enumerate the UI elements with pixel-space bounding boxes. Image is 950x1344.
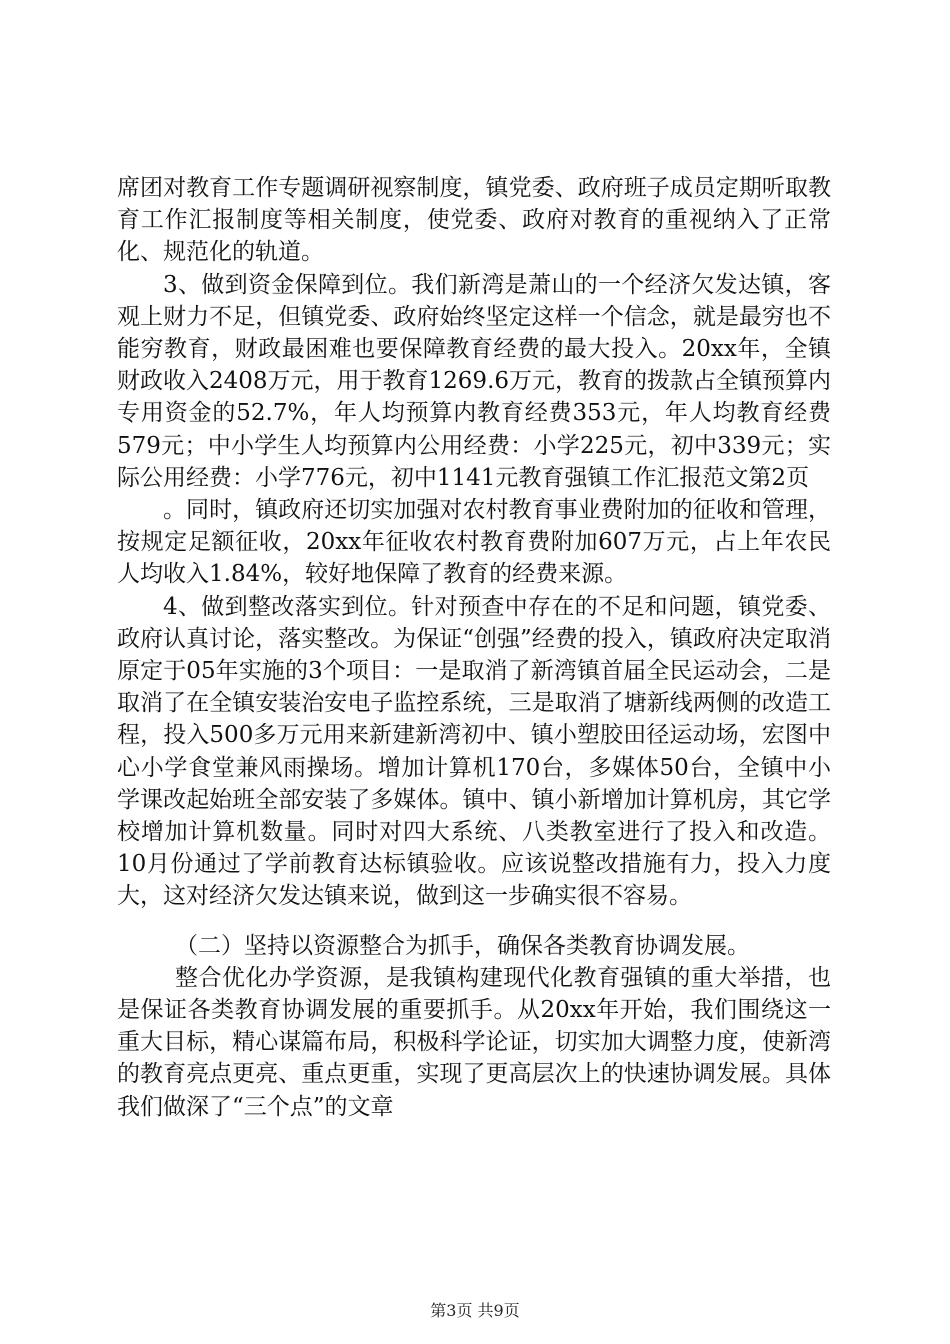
paragraph-rectification: 4、做到整改落实到位。针对预查中存在的不足和问题，镇党委、政府认真讨论，落实整改。为保证“创强”经费的投入，镇政府决定取消原定于05年实施的3个项目：一是取消了新湾镇首届全民运动会，二是取消了在全镇安装治安电子监控系统，三是取消了塘新线两侧的改造工程，投入500多万元用来新建新湾初中、镇小塑胶田径运动场，宏图中心小学食堂兼风雨操场。增加计算机170台，多媒体50台，全镇中小学课改起始班全部安装了多媒体。镇中、镇小新增加计算机房，其它学校增加计算机数量。同时对四大系统、八类教室进行了投入和改造。10月份通过了学前教育达标镇验收。应该说整改措施有力，投入力度大，这对经济欠发达镇来说，做到这一步确实很不容易。 (117, 593, 831, 910)
section-heading: （二）坚持以资源整合为抓手，确保各类教育协调发展。 (175, 932, 750, 959)
paragraph-funding: 3、做到资金保障到位。我们新湾是萧山的一个经济欠发达镇，客观上财力不足，但镇党委、政府始终坚定这样一个信念，就是最穷也不能穷教育，财政最困难也要保障教育经费的最大投入。20xx年，全镇财政收入2408万元，用于教育1269.6万元，教育的拨款占全镇预算内专用资金的52.7%，年人均预算内教育经费353元，年人均教育经费579元；中小学生人均预算内公用经费：小学225元，初中339元；实际公用经费：小学776元，初中1141元教育强镇工作汇报范文第2页 (117, 271, 832, 491)
document-body (117, 172, 831, 1123)
paragraph-funding-cont: 。同时，镇政府还切实加强对农村教育事业费附加的征收和管理，按规定足额征收，20xx年征收农村教育费附加607万元，占上年农民人均收入1.84%，较好地保障了教育的经费来源。 (117, 497, 831, 588)
paragraph-integration: 整合优化办学资源，是我镇构建现代化教育强镇的重大举措，也是保证各类教育协调发展的重要抓手。从20xx年开始，我们围绕这一重大目标，精心谋篇布局，积极科学论证，切实加大调整力度，使新湾的教育亮点更亮、重点更重，实现了更高层次上的快速协调发展。具体我们做深了“三个点”的文章 (117, 964, 831, 1120)
paragraph-continued: 席团对教育工作专题调研视察制度，镇党委、政府班子成员定期听取教育工作汇报制度等相关制度，使党委、政府对教育的重视纳入了正常化、规范化的轨道。 (117, 175, 831, 266)
page-footer: 第3页 共9页 (430, 1301, 520, 1320)
